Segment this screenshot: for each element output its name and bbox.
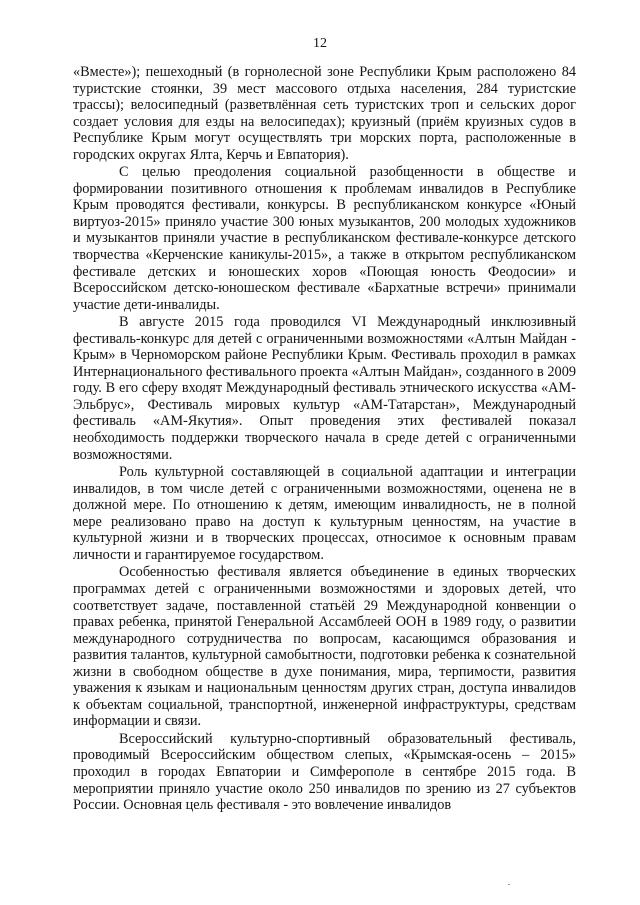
- paragraph-continued: «Вместе»); пешеходный (в горнолесной зоне Республики Крым расположено 84 туристские стоянки, 39 мест массового отдыха населения, 284 туристские трассы); велосипедный (разветвлённая сеть туристских троп и сельских дорог создает условия для езды на велосипедах); круизный (приём круизных судов в Республике Крым могут осуществлять три морских порта, расположенные в городских округах Ялта, Керчь и Евпатория).: [73, 64, 576, 163]
- scan-speck: [508, 884, 510, 885]
- paragraph-crimean-autumn: Всероссийский культурно-спортивный образовательный фестиваль, проводимый Всероссийским обществом слепых, «Крымская-осень – 2015» проходил в городах Евпатории и Симферополе в сентябре 2015 года. В мероприятии приняло участие около 250 инвалидов по зрению из 27 субъектов России. Основная цель фестиваля - это вовлечение инвалидов: [73, 730, 576, 814]
- page-number: 12: [313, 36, 327, 51]
- paragraph-cultural-role: Роль культурной составляющей в социальной адаптации и интеграции инвалидов, в том числе детей с ограниченными возможностями, оценена не в должной мере. По отношению к детям, имеющим инвалидность, не в полной мере реализовано право на доступ к культурным ценностям, на участие в культурной жизни и в творческих процессах, относимое к основным правам личности и гарантируемое государством.: [73, 464, 576, 563]
- paragraph-festivals-overview: С целью преодоления социальной разобщенности в обществе и формировании позитивного отношения к проблемам инвалидов в Республике Крым проводятся фестивали, конкурсы. В республиканском конкурсе «Юный виртуоз-2015» приняло участие 300 юных музыкантов, 200 молодых художников и музыкантов приняли участие в республиканском фестивале-конкурсе детского творчества «Керченские каникулы-2015», а также в открытом республиканском фестивале детских и юношеских хоров «Поющая юность Феодосии» и Всероссийском детско-юношеском фестивале «Бархатные встречи» принимали участие дети-инвалиды.: [73, 164, 576, 313]
- body-text: [73, 64, 576, 815]
- paragraph-festival-feature: Особенностью фестиваля является объединение в единых творческих программах детей с ограниченными возможностями и здоровых детей, что соответствует задаче, поставленной статьёй 29 Международной конвенции о правах ребенка, принятой Генеральной Ассамблеей ООН в 1989 году, о развитии международного сотрудничества по вопросам, касающимся образования и развития талантов, культурной самобытности, подготовки ребенка к сознательной жизни в свободном обществе в духе понимания, мира, терпимости, развития уважения к языкам и национальным ценностям других стран, доступа инвалидов к объектам социальной, транспортной, инженерной инфраструктуры, средствам информации и связи.: [73, 564, 576, 730]
- paragraph-altyn-maidan: В августе 2015 года проводился VI Международный инклюзивный фестиваль-конкурс для детей с ограниченными возможностями «Алтын Майдан - Крым» в Черноморском районе Республики Крым. Фестиваль проходил в рамках Интернационального фестивального проекта «Алтын Майдан», созданного в 2009 году. В его сферу входят Международный фестиваль этнического искусства «АМ-Эльбрус», Фестиваль мировых культур «АМ-Татарстан», Международный фестиваль «АМ-Якутия». Опыт проведения этих фестивалей показал необходимость поддержки творческого начала в среде детей с ограниченными возможностями.: [73, 314, 576, 463]
